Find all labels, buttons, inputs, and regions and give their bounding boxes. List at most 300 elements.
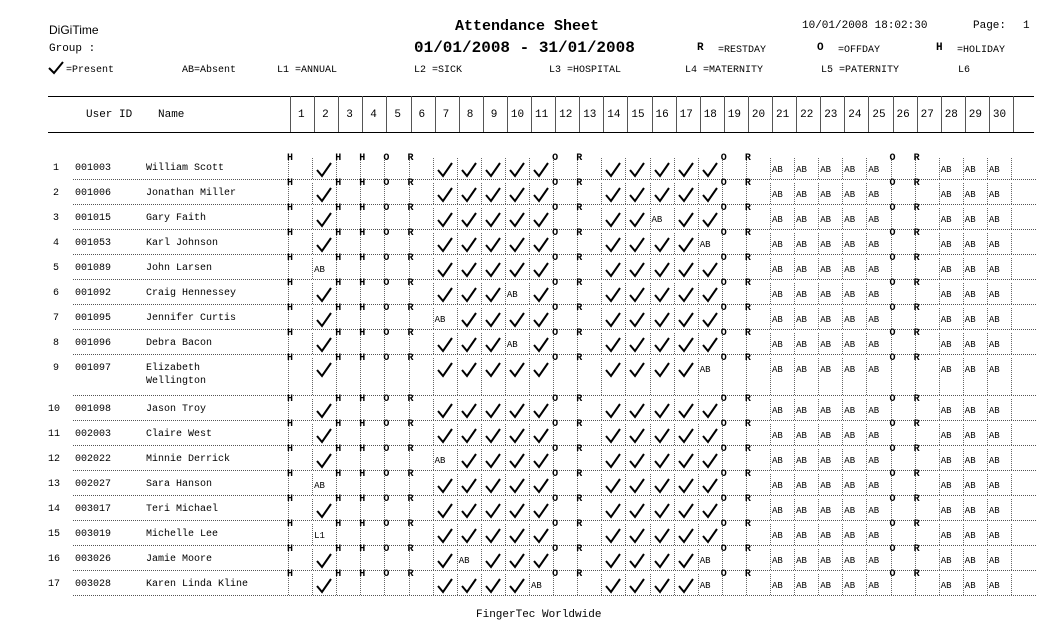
user-id: 001006 [75, 188, 112, 199]
status-code: O [552, 278, 559, 289]
attendance-cell [553, 155, 577, 179]
present-checkmark-icon [654, 551, 670, 569]
absent-code: AB [772, 265, 783, 275]
attendance-cell [722, 305, 746, 329]
absent-code: AB [988, 265, 1000, 275]
attendance-cell [288, 205, 312, 229]
attendance-cell [384, 180, 408, 204]
status-code: R [744, 203, 751, 214]
attendance-cell [625, 255, 649, 279]
status-code: R [576, 253, 583, 264]
absent-code: AB [940, 215, 952, 225]
attendance-cell [409, 230, 433, 254]
status-code: R [913, 444, 920, 455]
absent-code: AB [988, 481, 1000, 491]
attendance-cell [915, 471, 939, 495]
absent-code: AB [772, 215, 783, 225]
attendance-cell [770, 155, 794, 179]
absent-code: AB [964, 340, 976, 350]
attendance-cell [650, 421, 674, 445]
attendance-cell [457, 496, 481, 520]
attendance-cell [866, 205, 890, 229]
present-checkmark-icon [629, 401, 645, 419]
attendance-cell [433, 180, 457, 204]
attendance-cell [577, 396, 601, 420]
status-code: O [552, 444, 559, 455]
status-code: R [576, 203, 583, 214]
attendance-cell [650, 546, 674, 570]
status-code: H [335, 278, 342, 289]
attendance-cell [794, 546, 818, 570]
absent-code: AB [940, 431, 952, 441]
attendance-cell [842, 521, 866, 545]
absent-code: AB [796, 265, 807, 275]
attendance-cell [601, 546, 625, 570]
absent-code: AB [531, 581, 542, 591]
attendance-cell [650, 355, 674, 395]
day-header-26: 26 [896, 109, 910, 121]
attendance-cell [698, 446, 722, 470]
attendance-cell [433, 330, 457, 354]
attendance-cell [336, 355, 360, 395]
day-column-rule [555, 96, 556, 132]
status-code: R [576, 153, 583, 164]
status-code: R [407, 228, 414, 239]
attendance-cell [891, 355, 915, 395]
day-column-rule [700, 96, 701, 132]
attendance-cell [746, 421, 770, 445]
status-code: R [576, 178, 583, 189]
attendance-cell [915, 330, 939, 354]
attendance-cell [939, 571, 963, 595]
attendance-cell [698, 155, 722, 179]
present-checkmark-icon [437, 210, 453, 228]
attendance-cell [360, 546, 384, 570]
attendance-cell [770, 330, 794, 354]
present-checkmark-icon [485, 160, 501, 178]
day-header-14: 14 [607, 109, 621, 121]
attendance-cell [746, 396, 770, 420]
absent-code: AB [772, 581, 783, 591]
absent-code: AB [988, 556, 1000, 566]
status-code: H [359, 153, 366, 164]
present-checkmark-icon [509, 185, 525, 203]
attendance-cell [674, 180, 698, 204]
present-checkmark-icon [461, 210, 477, 228]
absent-code: AB [820, 215, 831, 225]
present-checkmark-icon [509, 476, 525, 494]
present-checkmark-icon [533, 285, 549, 303]
present-checkmark-icon [678, 401, 694, 419]
status-code: O [383, 444, 390, 455]
attendance-cell [842, 421, 866, 445]
attendance-cell [650, 255, 674, 279]
attendance-cell [384, 521, 408, 545]
attendance-cell [722, 180, 746, 204]
present-checkmark-icon [702, 476, 718, 494]
present-checkmark-icon [316, 160, 332, 178]
absent-code: AB [964, 190, 976, 200]
present-checkmark-icon [678, 476, 694, 494]
attendance-cell [312, 571, 336, 595]
day-column-rule [1013, 96, 1014, 132]
status-code: H [335, 444, 342, 455]
attendance-cell [312, 180, 336, 204]
attendance-cell [674, 396, 698, 420]
attendance-cell [312, 305, 336, 329]
status-code: H [359, 494, 366, 505]
absent-code: AB [796, 531, 807, 541]
attendance-cell [336, 546, 360, 570]
day-header-12: 12 [559, 109, 573, 121]
attendance-cell [987, 546, 1011, 570]
status-code: O [720, 519, 727, 530]
attendance-cell [601, 280, 625, 304]
absent-code: AB [820, 406, 831, 416]
absent-code: AB [868, 340, 880, 350]
day-column-rule [459, 96, 460, 132]
attendance-cell [963, 571, 987, 595]
attendance-cell [674, 255, 698, 279]
absent-code: AB [868, 406, 880, 416]
status-code: R [913, 394, 920, 405]
status-code: O [383, 569, 390, 580]
present-checkmark-icon [702, 285, 718, 303]
status-code: R [407, 394, 414, 405]
status-code: O [889, 419, 896, 430]
present-checkmark-icon [509, 235, 525, 253]
attendance-cell [963, 180, 987, 204]
attendance-cell [433, 421, 457, 445]
attendance-cell [794, 330, 818, 354]
day-header-28: 28 [944, 109, 958, 121]
present-checkmark-icon [461, 235, 477, 253]
status-code: H [359, 328, 366, 339]
attendance-cell [457, 230, 481, 254]
attendance-cell [384, 446, 408, 470]
status-code: O [889, 394, 896, 405]
attendance-cell [866, 330, 890, 354]
attendance-cell [481, 396, 505, 420]
attendance-cell [384, 205, 408, 229]
user-id: 003026 [75, 554, 112, 565]
attendance-cell [481, 355, 505, 395]
attendance-cell [481, 180, 505, 204]
present-checkmark-icon [485, 401, 501, 419]
attendance-cell [553, 205, 577, 229]
attendance-cell [915, 421, 939, 445]
footer-text: FingerTec Worldwide [476, 609, 602, 621]
printed-timestamp: 10/01/2008 18:02:30 [802, 20, 928, 32]
attendance-cell [939, 446, 963, 470]
status-code: H [287, 153, 294, 164]
attendance-cell [577, 421, 601, 445]
attendance-cell [866, 546, 890, 570]
attendance-cell [601, 155, 625, 179]
attendance-cell [698, 330, 722, 354]
absent-code: AB [940, 315, 952, 325]
present-checkmark-icon [678, 160, 694, 178]
attendance-cell [794, 180, 818, 204]
attendance-cell [722, 205, 746, 229]
cell-separator [1011, 524, 1012, 545]
absent-code: AB [699, 556, 711, 566]
cell-separator [1011, 449, 1012, 470]
attendance-cell [915, 546, 939, 570]
status-code: H [287, 469, 294, 480]
present-checkmark-icon [509, 210, 525, 228]
attendance-cell [625, 305, 649, 329]
status-code: O [720, 494, 727, 505]
attendance-cell [601, 471, 625, 495]
status-code: R [407, 353, 414, 364]
present-checkmark-icon [629, 551, 645, 569]
status-code: R [744, 494, 751, 505]
attendance-cell [625, 355, 649, 395]
attendance-cell [650, 496, 674, 520]
row-number: 17 [48, 579, 61, 590]
attendance-cell [770, 396, 794, 420]
present-checkmark-icon [629, 451, 645, 469]
attendance-cell [360, 571, 384, 595]
user-id: 001098 [75, 404, 112, 415]
attendance-cell [384, 255, 408, 279]
attendance-cell [529, 355, 553, 395]
absent-code: AB [772, 531, 783, 541]
present-checkmark-icon [509, 526, 525, 544]
attendance-cell [577, 155, 601, 179]
attendance-cell [770, 571, 794, 595]
present-checkmark-icon [678, 310, 694, 328]
status-code: O [720, 203, 727, 214]
attendance-cell [987, 521, 1011, 545]
status-code: R [576, 394, 583, 405]
attendance-cell [842, 355, 866, 395]
employee-name: Teri Michael [146, 504, 219, 515]
absent-code: AB [506, 340, 518, 350]
attendance-cell [336, 446, 360, 470]
status-code: R [576, 569, 583, 580]
day-column-rule [290, 96, 291, 132]
absent-code: AB [868, 190, 880, 200]
absent-code: AB [868, 556, 880, 566]
status-code: R [407, 569, 414, 580]
status-code: R [913, 303, 920, 314]
attendance-cell [722, 230, 746, 254]
attendance-cell [457, 180, 481, 204]
present-checkmark-icon [437, 335, 453, 353]
attendance-cell [915, 230, 939, 254]
attendance-cell [987, 355, 1011, 395]
attendance-cell [963, 396, 987, 420]
present-checkmark-icon [629, 426, 645, 444]
legend-absent: AB=Absent [182, 65, 237, 76]
day-column-rule [893, 96, 894, 132]
attendance-cell [818, 546, 842, 570]
absent-code: AB [868, 290, 880, 300]
employee-name: Jennifer Curtis [146, 313, 237, 324]
user-id: 001015 [75, 213, 112, 224]
absent-code: AB [964, 165, 976, 175]
attendance-cell [457, 255, 481, 279]
present-checkmark-icon [702, 451, 718, 469]
status-code: H [287, 394, 294, 405]
status-code: R [576, 353, 583, 364]
status-code: O [889, 278, 896, 289]
absent-code: AB [988, 431, 1000, 441]
day-header-27: 27 [920, 109, 934, 121]
attendance-cell [770, 471, 794, 495]
attendance-cell [939, 255, 963, 279]
attendance-cell [577, 180, 601, 204]
status-code: O [383, 394, 390, 405]
attendance-cell [939, 355, 963, 395]
absent-code: AB [868, 431, 880, 441]
status-code: H [359, 394, 366, 405]
day-header-8: 8 [466, 109, 474, 121]
status-code: H [287, 569, 294, 580]
attendance-cell [674, 446, 698, 470]
attendance-cell [529, 230, 553, 254]
day-column-rule [965, 96, 966, 132]
attendance-cell [553, 471, 577, 495]
status-code: O [552, 228, 559, 239]
day-column-rule [820, 96, 821, 132]
attendance-cell [746, 546, 770, 570]
day-header-20: 20 [751, 109, 766, 121]
attendance-cell [505, 396, 529, 420]
absent-code: AB [964, 506, 976, 516]
absent-code: AB [820, 431, 831, 441]
attendance-cell [866, 155, 890, 179]
attendance-cell [770, 305, 794, 329]
status-code: H [359, 469, 366, 480]
attendance-cell [529, 180, 553, 204]
status-code: H [335, 469, 342, 480]
attendance-cell [336, 521, 360, 545]
row-number: 3 [53, 213, 60, 224]
day-column-rule [338, 96, 339, 132]
user-id: 002003 [75, 429, 112, 440]
attendance-cell [409, 546, 433, 570]
attendance-cell [915, 521, 939, 545]
present-checkmark-icon [316, 451, 332, 469]
absent-code: AB [844, 581, 856, 591]
absent-code: AB [820, 365, 831, 375]
status-code: O [889, 544, 896, 555]
attendance-cell [963, 521, 987, 545]
attendance-cell [481, 230, 505, 254]
attendance-cell [625, 280, 649, 304]
attendance-cell [987, 421, 1011, 445]
present-checkmark-icon [629, 476, 645, 494]
attendance-cell [722, 471, 746, 495]
status-code: H [359, 253, 366, 264]
day-header-10: 10 [510, 109, 525, 121]
absent-code: AB [844, 456, 856, 466]
attendance-cell [866, 571, 890, 595]
legend-o-text: =OFFDAY [838, 45, 881, 56]
row-number: 8 [53, 338, 60, 349]
status-code: R [576, 469, 583, 480]
present-checkmark-icon [461, 185, 477, 203]
attendance-cell [505, 230, 529, 254]
col-header-user-id: User ID [86, 109, 133, 121]
present-checkmark-icon [629, 360, 645, 378]
attendance-cell [842, 230, 866, 254]
present-checkmark-icon [437, 551, 453, 569]
present-checkmark-icon [485, 476, 501, 494]
attendance-cell [939, 546, 963, 570]
present-checkmark-icon [509, 576, 525, 594]
present-checkmark-icon [485, 260, 501, 278]
status-code: R [407, 303, 414, 314]
attendance-cell [770, 496, 794, 520]
absent-code: AB [699, 240, 711, 250]
attendance-cell [433, 355, 457, 395]
attendance-cell [963, 155, 987, 179]
attendance-cell [842, 305, 866, 329]
status-code: R [913, 469, 920, 480]
row-number: 14 [48, 504, 61, 515]
present-checkmark-icon [316, 285, 332, 303]
day-column-rule [772, 96, 773, 132]
attendance-cell [433, 155, 457, 179]
attendance-cell [698, 471, 722, 495]
status-code: O [383, 494, 390, 505]
row-number: 10 [48, 404, 61, 415]
attendance-cell [409, 571, 433, 595]
attendance-cell [674, 305, 698, 329]
row-number: 11 [48, 429, 61, 440]
day-column-rule [652, 96, 653, 132]
status-code: O [383, 303, 390, 314]
day-column-rule [507, 96, 508, 132]
absent-code: AB [796, 456, 807, 466]
attendance-cell [818, 571, 842, 595]
attendance-cell [915, 280, 939, 304]
attendance-cell [650, 305, 674, 329]
attendance-cell [312, 255, 336, 279]
absent-code: AB [940, 581, 952, 591]
present-checkmark-icon [316, 551, 332, 569]
absent-code: AB [964, 290, 976, 300]
attendance-cell [746, 355, 770, 395]
day-column-rule [362, 96, 363, 132]
absent-code: AB [964, 556, 976, 566]
attendance-cell [529, 155, 553, 179]
attendance-cell [866, 230, 890, 254]
attendance-cell [746, 280, 770, 304]
present-checkmark-icon [533, 335, 549, 353]
attendance-cell [481, 330, 505, 354]
leave-code: L1 [314, 531, 325, 541]
attendance-cell [409, 446, 433, 470]
day-column-rule [989, 96, 990, 132]
absent-code: AB [796, 165, 807, 175]
attendance-cell [288, 496, 312, 520]
status-code: O [383, 228, 390, 239]
status-code: O [720, 153, 727, 164]
attendance-cell [336, 255, 360, 279]
status-code: H [287, 278, 294, 289]
status-code: R [744, 178, 751, 189]
attendance-cell [481, 255, 505, 279]
attendance-cell [409, 355, 433, 395]
attendance-cell [770, 255, 794, 279]
present-checkmark-icon [533, 260, 549, 278]
attendance-cell [384, 280, 408, 304]
